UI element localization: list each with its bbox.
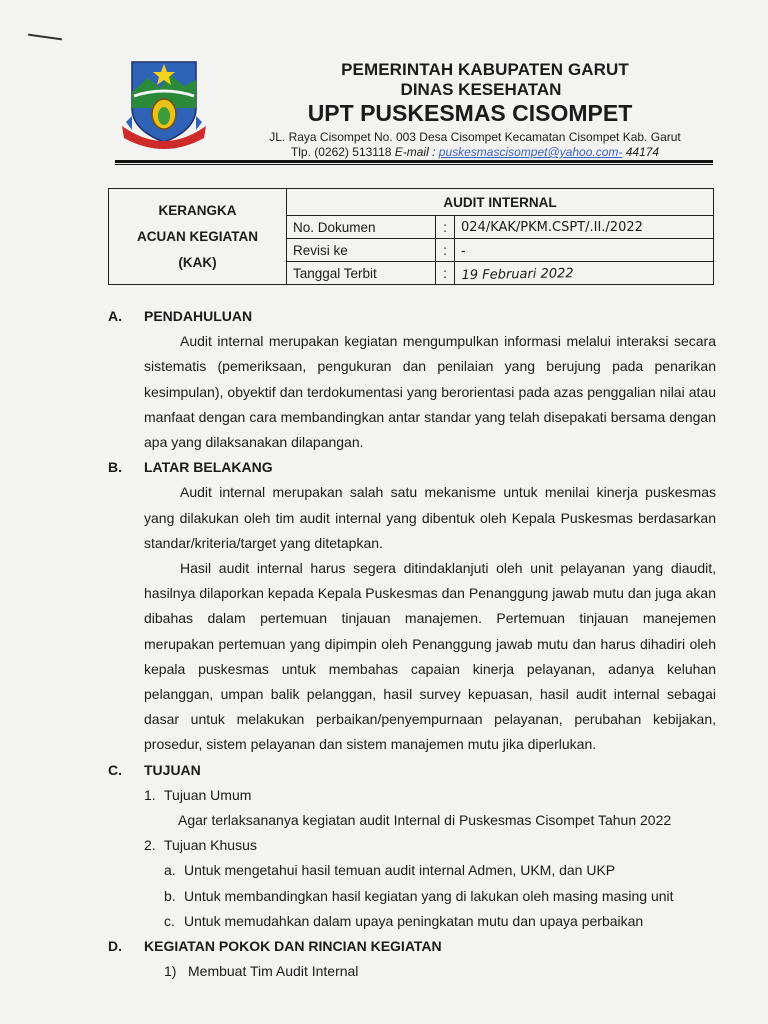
- section-letter: A.: [108, 308, 122, 324]
- letterhead-address: JL. Raya Cisompet No. 003 Desa Cisompet Kecamatan Cisompet Kab. Garut: [269, 130, 681, 144]
- list-item-title: Tujuan Umum: [164, 786, 252, 803]
- section-d-heading: [108, 934, 716, 959]
- letterhead-institution: UPT PUSKESMAS CISOMPET: [307, 100, 633, 126]
- colon: :: [436, 216, 455, 239]
- list-letter: a.: [164, 862, 176, 879]
- doc-number-label: No. Dokumen: [287, 216, 436, 239]
- list-letter: c.: [164, 912, 175, 929]
- kak-title-cell: [109, 189, 287, 285]
- document-header-table: [108, 188, 714, 285]
- section-title: KEGIATAN POKOK DAN RINCIAN KEGIATAN: [144, 938, 442, 955]
- list-item-title: Tujuan Khusus: [164, 837, 257, 854]
- letterhead-email-link[interactable]: puskesmascisompet@yahoo.com-: [438, 145, 623, 159]
- section-b-paragraph-1: Audit internal merupakan salah satu mekanisme untuk menilai kinerja puskesmas yang dilakukan oleh tim audit internal yang dibentuk oleh Kepala Puskesmas berdasarkan standar/kriteria/target yang ditetapkan.: [144, 484, 716, 551]
- list-item: [164, 858, 716, 883]
- doc-number-value: 024/KAK/PKM.CSPT/.II./2022: [455, 216, 714, 239]
- section-title: LATAR BELAKANG: [144, 459, 273, 476]
- scan-mark: [28, 34, 62, 41]
- kak-title-line-3: (KAK): [178, 254, 217, 270]
- section-b-heading: [108, 455, 716, 480]
- list-item-text: Untuk memudahkan dalam upaya peningkatan mutu dan upaya perbaikan: [184, 912, 644, 929]
- section-letter: B.: [108, 459, 122, 476]
- letterhead-contact: [230, 145, 720, 160]
- list-item-text: Membuat Tim Audit Internal: [188, 963, 359, 980]
- audit-title-cell: AUDIT INTERNAL: [287, 189, 714, 216]
- list-number: 2.: [144, 837, 156, 854]
- list-item: [144, 833, 716, 858]
- list-item: [144, 783, 716, 808]
- document-body: [108, 304, 716, 984]
- list-item: [164, 909, 716, 934]
- section-c-heading: [108, 758, 716, 783]
- kak-title-line-2: ACUAN KEGIATAN: [137, 228, 258, 244]
- section-b-paragraph-2: Hasil audit internal harus segera ditindaklanjuti oleh unit pelayanan yang diaudit, hasilnya dilaporkan kepada Kepala Puskesmas dan Penanggung jawab mutu dan juga akan dibahas dalam pertemuan tinjauan manajemen. Pertemuan tinjauan manejemen merupakan pertemuan yang dipimpin oleh Penanggung jawab mutu dan harus dihadiri oleh kepala puskesmas untuk membahas capaian kinerja pelayanan, adanya keluhan pelanggan, umpan balik pelanggan, hasil survey kepuasan, hasil audit internal sebagai dasar untuk melakukan perbaikan/penyempurnaan pelayanan, perubahan kebijakan, prosedur, sistem pelayanan dan sistem manajemen mutu jika diperlukan.: [144, 560, 716, 753]
- list-number: 1): [164, 963, 177, 980]
- revision-value: -: [455, 239, 714, 262]
- letterhead-phone: Tlp. (0262) 513118: [290, 145, 392, 159]
- kak-title-line-1: KERANGKA: [158, 202, 237, 218]
- revision-label: Revisi ke: [287, 239, 436, 262]
- letterhead-rule-thin: [115, 164, 713, 165]
- letterhead-department: DINAS KESEHATAN: [400, 80, 562, 99]
- list-item: [164, 884, 716, 909]
- section-title: PENDAHULUAN: [144, 308, 253, 324]
- section-letter: D.: [108, 938, 122, 955]
- colon: :: [436, 239, 455, 262]
- list-number: 1.: [144, 786, 156, 803]
- letterhead: [230, 60, 720, 160]
- issue-date-value: 19 Februari 2022: [454, 259, 713, 287]
- section-title: TUJUAN: [144, 761, 201, 778]
- garut-regency-logo: [118, 56, 210, 152]
- letterhead-email-label: E-mail :: [394, 145, 436, 159]
- section-letter: C.: [108, 761, 122, 778]
- colon: :: [436, 262, 455, 285]
- section-a-paragraph: Audit internal merupakan kegiatan mengumpulkan informasi melalui interaksi secara sistematis (pemeriksaan, pengukuran dan penilaian yang berujung pada penarikan kesimpulan), obyektif dan terdokumentasi yang berorientasi pada azas penggalian nilai atau manfaat dengan cara membandingkan antar standar yang telah disepakati bersama dengan apa yang dilaksanakan dilapangan.: [144, 333, 716, 451]
- letterhead-rule-thick: [115, 160, 713, 163]
- list-item: [164, 959, 716, 984]
- list-letter: b.: [164, 887, 176, 904]
- issue-date-label: Tanggal Terbit: [287, 262, 436, 285]
- letterhead-government: PEMERINTAH KABUPATEN GARUT: [341, 60, 629, 79]
- general-objective-text: Agar terlaksananya kegiatan audit Internal di Puskesmas Cisompet Tahun 2022: [178, 812, 672, 829]
- list-item-text: Untuk mengetahui hasil temuan audit internal Admen, UKM, dan UKP: [184, 862, 616, 879]
- list-item-text: Untuk membandingkan hasil kegiatan yang di lakukan oleh masing masing unit: [184, 887, 674, 904]
- letterhead-postcode: 44174: [625, 145, 660, 159]
- section-a-heading: [108, 304, 716, 329]
